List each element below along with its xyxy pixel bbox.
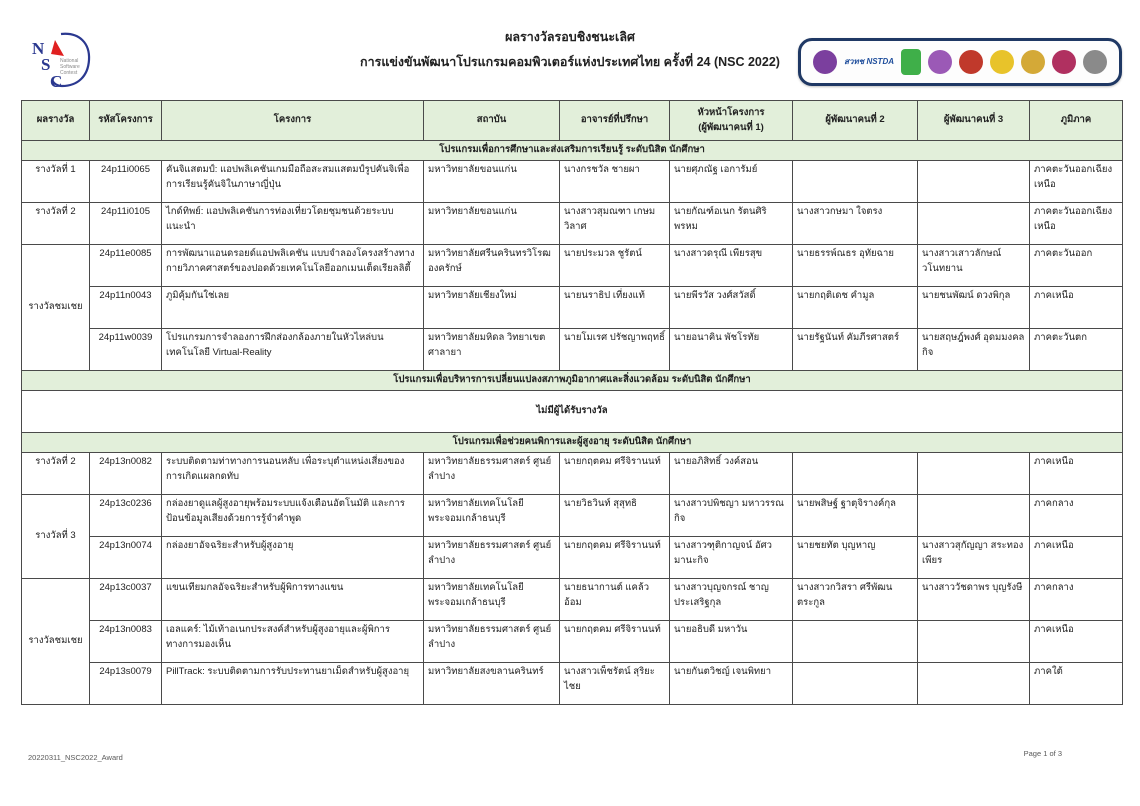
advisor-cell: นายโมเรศ ปรัชญาพฤทธิ์ (560, 329, 670, 371)
advisor-cell: นายธนากานต์ แคล้วอ้อม (560, 579, 670, 621)
project-code-cell: 24p11i0105 (90, 203, 162, 245)
project-code-cell: 24p13n0074 (90, 537, 162, 579)
column-header-2: รหัสโครงการ (90, 101, 162, 141)
project-head-cell: นางสาวบุญจกรณ์ ชาญประเสริฐกุล (670, 579, 793, 621)
project-code-cell: 24p13n0082 (90, 453, 162, 495)
award-cell: รางวัลที่ 3 (22, 495, 90, 579)
award-table-row (22, 621, 1123, 663)
column-header-4: สถาบัน (424, 101, 560, 141)
region-cell: ภาคใต้ (1030, 663, 1123, 705)
developer2-cell (793, 663, 918, 705)
advisor-cell: นางกรชวัล ชายผา (560, 161, 670, 203)
developer2-cell: นายพสิษฐ์ ฐาตุจิรางค์กุล (793, 495, 918, 537)
institution-cell: มหาวิทยาลัยธรรมศาสตร์ ศูนย์ลำปาง (424, 537, 560, 579)
project-code-cell: 24p13c0037 (90, 579, 162, 621)
project-code-cell: 24p11w0039 (90, 329, 162, 371)
developer3-cell: นายสฤษฎ์พงศ์ อุดมมงคลกิจ (918, 329, 1030, 371)
award-table-row (22, 495, 1123, 537)
project-head-cell: นางสาวปพิชญา มหาวรรณกิจ (670, 495, 793, 537)
region-cell: ภาคตะวันออก (1030, 245, 1123, 287)
developer3-cell (918, 161, 1030, 203)
region-cell: ภาคกลาง (1030, 579, 1123, 621)
developer3-cell (918, 453, 1030, 495)
advisor-cell: นายประมวล ชูรัตน์ (560, 245, 670, 287)
region-cell: ภาคตะวันตก (1030, 329, 1123, 371)
project-head-cell: นายอภิสิทธิ์ วงค์สอน (670, 453, 793, 495)
category-label: โปรแกรมเพื่อบริหารการเปลี่ยนแปลงสภาพภูมิอากาศและสิ่งแวดล้อม ระดับนิสิต นักศึกษา (22, 371, 1123, 391)
awards-table-wrap (21, 100, 1122, 705)
developer2-cell (793, 453, 918, 495)
gold-coin-logo (1021, 50, 1045, 74)
svg-text:Software: Software (60, 64, 80, 70)
award-cell: รางวัลที่ 2 (22, 453, 90, 495)
green-banner-logo (901, 49, 921, 75)
awards-table (21, 100, 1123, 705)
project-code-cell: 24p13n0083 (90, 621, 162, 663)
project-head-cell: นายอนาคิน พัชโรทัย (670, 329, 793, 371)
purple-round-logo (928, 50, 952, 74)
column-header-1: ผลรางวัล (22, 101, 90, 141)
column-header-7: ผู้พัฒนาคนที่ 2 (793, 101, 918, 141)
institution-cell: มหาวิทยาลัยเทคโนโลยีพระจอมเกล้าธนบุรี (424, 495, 560, 537)
project-code-cell: 24p13c0236 (90, 495, 162, 537)
region-cell: ภาคเหนือ (1030, 621, 1123, 663)
award-table-row (22, 453, 1123, 495)
region-cell: ภาคเหนือ (1030, 537, 1123, 579)
institution-cell: มหาวิทยาลัยธรรมศาสตร์ ศูนย์ลำปาง (424, 621, 560, 663)
footer-filename: 20220311_NSC2022_Award (28, 753, 123, 762)
partner-logos-banner (798, 38, 1122, 86)
nstda-logo: สวทช NSTDA (844, 56, 894, 66)
award-table-row (22, 161, 1123, 203)
project-title-cell: ไกด์ทิพย์: แอปพลิเคชันการท่องเที่ยวโดยชุมชนด้วยระบบแนะนำ (162, 203, 424, 245)
advisor-cell: นายวิธวินท์ สุสุทธิ (560, 495, 670, 537)
institution-cell: มหาวิทยาลัยธรรมศาสตร์ ศูนย์ลำปาง (424, 453, 560, 495)
award-cell: รางวัลที่ 2 (22, 203, 90, 245)
project-title-cell: ระบบติดตามท่าทางการนอนหลับ เพื่อระบุตำแหน่งเสี่ยงของการเกิดแผลกดทับ (162, 453, 424, 495)
award-table-row (22, 537, 1123, 579)
region-cell: ภาคกลาง (1030, 495, 1123, 537)
institution-cell: มหาวิทยาลัยขอนแก่น (424, 203, 560, 245)
advisor-cell: นายกฤตคม ศรีจิรานนท์ (560, 621, 670, 663)
gray-crest-logo (1083, 50, 1107, 74)
developer2-cell (793, 621, 918, 663)
institution-cell: มหาวิทยาลัยศรีนครินทรวิโรฒ องครักษ์ (424, 245, 560, 287)
institution-cell: มหาวิทยาลัยสงขลานครินทร์ (424, 663, 560, 705)
column-header-3: โครงการ (162, 101, 424, 141)
category-label: โปรแกรมเพื่อช่วยคนพิการและผู้สูงอายุ ระดับนิสิต นักศึกษา (22, 433, 1123, 453)
yellow-drop-logo (990, 50, 1014, 74)
column-header-5: อาจารย์ที่ปรึกษา (560, 101, 670, 141)
project-head-cell: นายศุภณัฐ เอการัมย์ (670, 161, 793, 203)
developer2-cell (793, 161, 918, 203)
advisor-cell: นายกฤตคม ศรีจิรานนท์ (560, 537, 670, 579)
advisor-cell: นางสาวเพ็ชรัตน์ สุริยะไชย (560, 663, 670, 705)
developer3-cell (918, 621, 1030, 663)
footer-page-number: Page 1 of 3 (1023, 749, 1062, 758)
category-section-row (22, 371, 1123, 391)
svg-text:C: C (50, 72, 63, 91)
project-title-cell: คันจิแสตมป์: แอปพลิเคชันเกมมือถือสะสมแสตมป์รูปคันจิเพื่อการเรียนรู้คันจิในภาษาญี่ปุ่น (162, 161, 424, 203)
project-title-cell: โปรแกรมการจำลองการฝึกส่องกล้องภายในหัวไหล่บนเทคโนโลยี Virtual-Reality (162, 329, 424, 371)
category-section-row (22, 141, 1123, 161)
project-title-cell: เอลแคร์: ไม้เท้าอเนกประสงค์สำหรับผู้สูงอายุและผู้พิการทางการมองเห็น (162, 621, 424, 663)
svg-text:Contest: Contest (60, 70, 78, 76)
advisor-cell: นายนราธิป เที่ยงแท้ (560, 287, 670, 329)
red-blue-wheel-logo (1052, 50, 1076, 74)
project-code-cell: 24p11i0065 (90, 161, 162, 203)
project-title-cell: กล่องยาดูแลผู้สูงอายุพร้อมระบบแจ้งเตือนอัตโนมัติ และการป้อนข้อมูลเสียงด้วยการรู้จำคำพูด (162, 495, 424, 537)
project-title-cell: การพัฒนาแอนดรอยด์แอปพลิเคชัน แบบจำลองโครงสร้างทางกายวิภาคศาสตร์ของปอดด้วยเทคโนโลยีออกเมนเต็ดเรียลลิตี้ (162, 245, 424, 287)
column-header-9: ภูมิภาค (1030, 101, 1123, 141)
region-cell: ภาคเหนือ (1030, 453, 1123, 495)
university-seal-purple-logo (813, 50, 837, 74)
no-award-label: ไม่มีผู้ได้รับรางวัล (22, 391, 1123, 433)
table-body (22, 141, 1123, 705)
developer2-cell: นางสาวกวิสรา ศรีพัฒนตระกูล (793, 579, 918, 621)
award-cell: รางวัลชมเชย (22, 245, 90, 371)
developer3-cell (918, 495, 1030, 537)
award-cell: รางวัลชมเชย (22, 579, 90, 705)
developer3-cell: นางสาวเสาวลักษณ์ วโนทยาน (918, 245, 1030, 287)
institution-cell: มหาวิทยาลัยเทคโนโลยีพระจอมเกล้าธนบุรี (424, 579, 560, 621)
developer2-cell: นางสาวกษมา ใจตรง (793, 203, 918, 245)
institution-cell: มหาวิทยาลัยเชียงใหม่ (424, 287, 560, 329)
project-code-cell: 24p13s0079 (90, 663, 162, 705)
no-award-row (22, 391, 1123, 433)
advisor-cell: นายกฤตคม ศรีจิรานนท์ (560, 453, 670, 495)
category-section-row (22, 433, 1123, 453)
region-cell: ภาคตะวันออกเฉียงเหนือ (1030, 161, 1123, 203)
developer3-cell: นายชนพัฒน์ ดวงพิกุล (918, 287, 1030, 329)
project-title-cell: กล่องยาอัจฉริยะสำหรับผู้สูงอายุ (162, 537, 424, 579)
project-title-cell: PillTrack: ระบบติดตามการรับประทานยาเม็ดสำหรับผู้สูงอายุ (162, 663, 424, 705)
red-emblem-logo (959, 50, 983, 74)
svg-text:S: S (41, 55, 51, 74)
project-head-cell: นายอธิบดี มหาวัน (670, 621, 793, 663)
developer3-cell (918, 663, 1030, 705)
advisor-cell: นางสาวสุมณฑา เกษมวิลาศ (560, 203, 670, 245)
award-cell: รางวัลที่ 1 (22, 161, 90, 203)
developer3-cell: นางสาววัชดาพร บุญรังษี (918, 579, 1030, 621)
institution-cell: มหาวิทยาลัยมหิดล วิทยาเขตศาลายา (424, 329, 560, 371)
institution-cell: มหาวิทยาลัยขอนแก่น (424, 161, 560, 203)
table-header (22, 101, 1123, 141)
project-head-cell: นางสาวดรุณี เพียรสุข (670, 245, 793, 287)
project-head-cell: นายกันตวิชญ์ เจนพิทยา (670, 663, 793, 705)
award-table-row (22, 245, 1123, 287)
project-head-cell: นายพีรวัส วงศ์สวัสดิ์ (670, 287, 793, 329)
masthead (0, 0, 1140, 98)
svg-text:N: N (32, 39, 45, 58)
developer2-cell: นายกฤติเดช คำมูล (793, 287, 918, 329)
region-cell: ภาคตะวันออกเฉียงเหนือ (1030, 203, 1123, 245)
project-head-cell: นางสาวฑุติกาญจน์ อัศวมานะกิจ (670, 537, 793, 579)
award-table-row (22, 329, 1123, 371)
developer3-cell: นางสาวสุกัญญา สระทองเพียร (918, 537, 1030, 579)
award-table-row (22, 663, 1123, 705)
award-table-row (22, 287, 1123, 329)
document-subtitle: การแข่งขันพัฒนาโปรแกรมคอมพิวเตอร์แห่งประเทศไทย ครั้งที่ 24 (NSC 2022) (360, 54, 780, 69)
project-code-cell: 24p11n0043 (90, 287, 162, 329)
project-head-cell: นายกัณฑ์อเนก รัตนศิริพรหม (670, 203, 793, 245)
award-table-row (22, 579, 1123, 621)
project-code-cell: 24p11e0085 (90, 245, 162, 287)
column-header-6: หัวหน้าโครงการ (ผู้พัฒนาคนที่ 1) (670, 101, 793, 141)
developer2-cell: นายธรรพ์ณธร อุทัยฉาย (793, 245, 918, 287)
award-table-row (22, 203, 1123, 245)
nsc-logo-subtext: National (60, 58, 79, 64)
developer2-cell: นายชยทัต บุญหาญ (793, 537, 918, 579)
developer3-cell (918, 203, 1030, 245)
project-title-cell: แขนเทียมกลอัจฉริยะสำหรับผู้พิการทางแขน (162, 579, 424, 621)
column-header-8: ผู้พัฒนาคนที่ 3 (918, 101, 1030, 141)
project-title-cell: ภูมิคุ้มกันใช่เลย (162, 287, 424, 329)
document-title: ผลรางวัลรอบชิงชนะเลิศ (505, 30, 635, 44)
category-label: โปรแกรมเพื่อการศึกษาและส่งเสริมการเรียนรู้ ระดับนิสิต นักศึกษา (22, 141, 1123, 161)
region-cell: ภาคเหนือ (1030, 287, 1123, 329)
developer2-cell: นายรัฐนันท์ คัมภีรศาสตร์ (793, 329, 918, 371)
